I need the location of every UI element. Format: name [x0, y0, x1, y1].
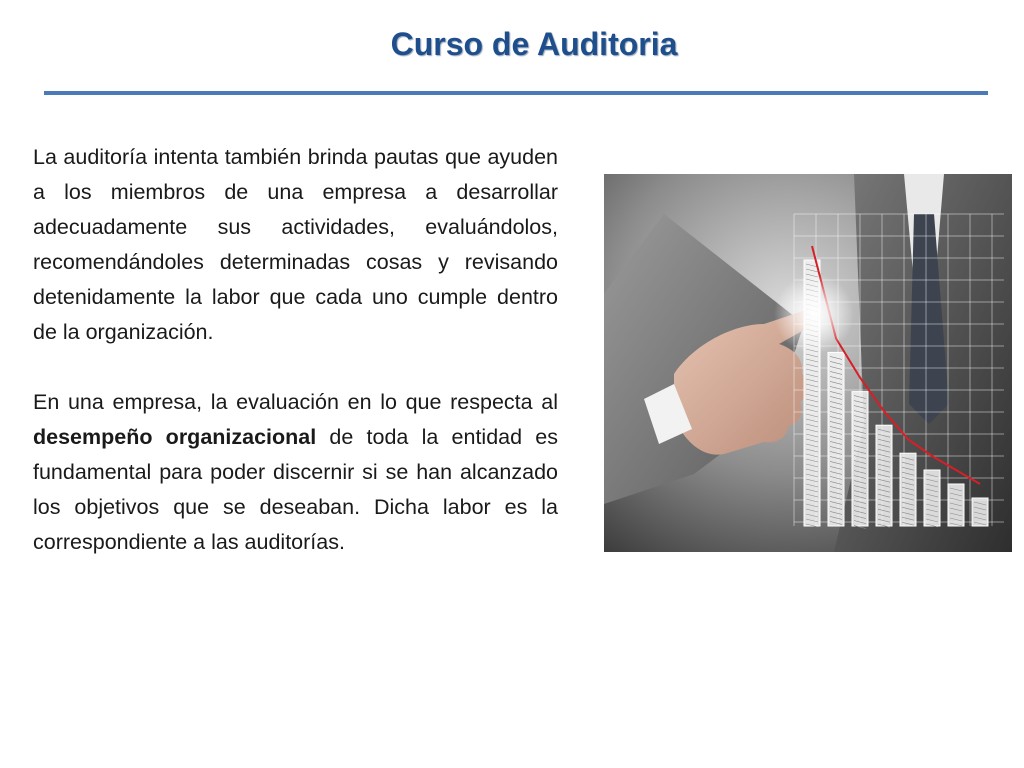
paragraph-2-start: En una empresa, la evaluación en lo que respecta al	[33, 390, 558, 414]
fingertip-glow	[774, 274, 854, 354]
photo-illustration	[604, 174, 1012, 552]
paragraph-1: La auditoría intenta también brinda pautas que ayuden a los miembros de una empresa a desarrollar adecuadamente sus actividades, evaluándolos, recomendándoles determinadas cosas y revisando detenidamente la labor que cada uno cumple dentro de la organización.	[33, 145, 558, 344]
slide-title: Curso de Auditoria	[390, 26, 678, 62]
body-text	[33, 140, 558, 560]
paragraph-2	[33, 385, 558, 560]
title-divider	[44, 91, 988, 95]
chart-bar	[924, 470, 940, 526]
business-chart-photo	[604, 174, 1012, 552]
paragraph-2-emphasis: desempeño organizacional	[33, 425, 317, 449]
paragraph-2-end: de toda la entidad es fundamental para poder discernir si se han alcanzado los objetivos que se deseaban. Dicha labor es la correspondiente a las auditorías.	[33, 425, 558, 554]
